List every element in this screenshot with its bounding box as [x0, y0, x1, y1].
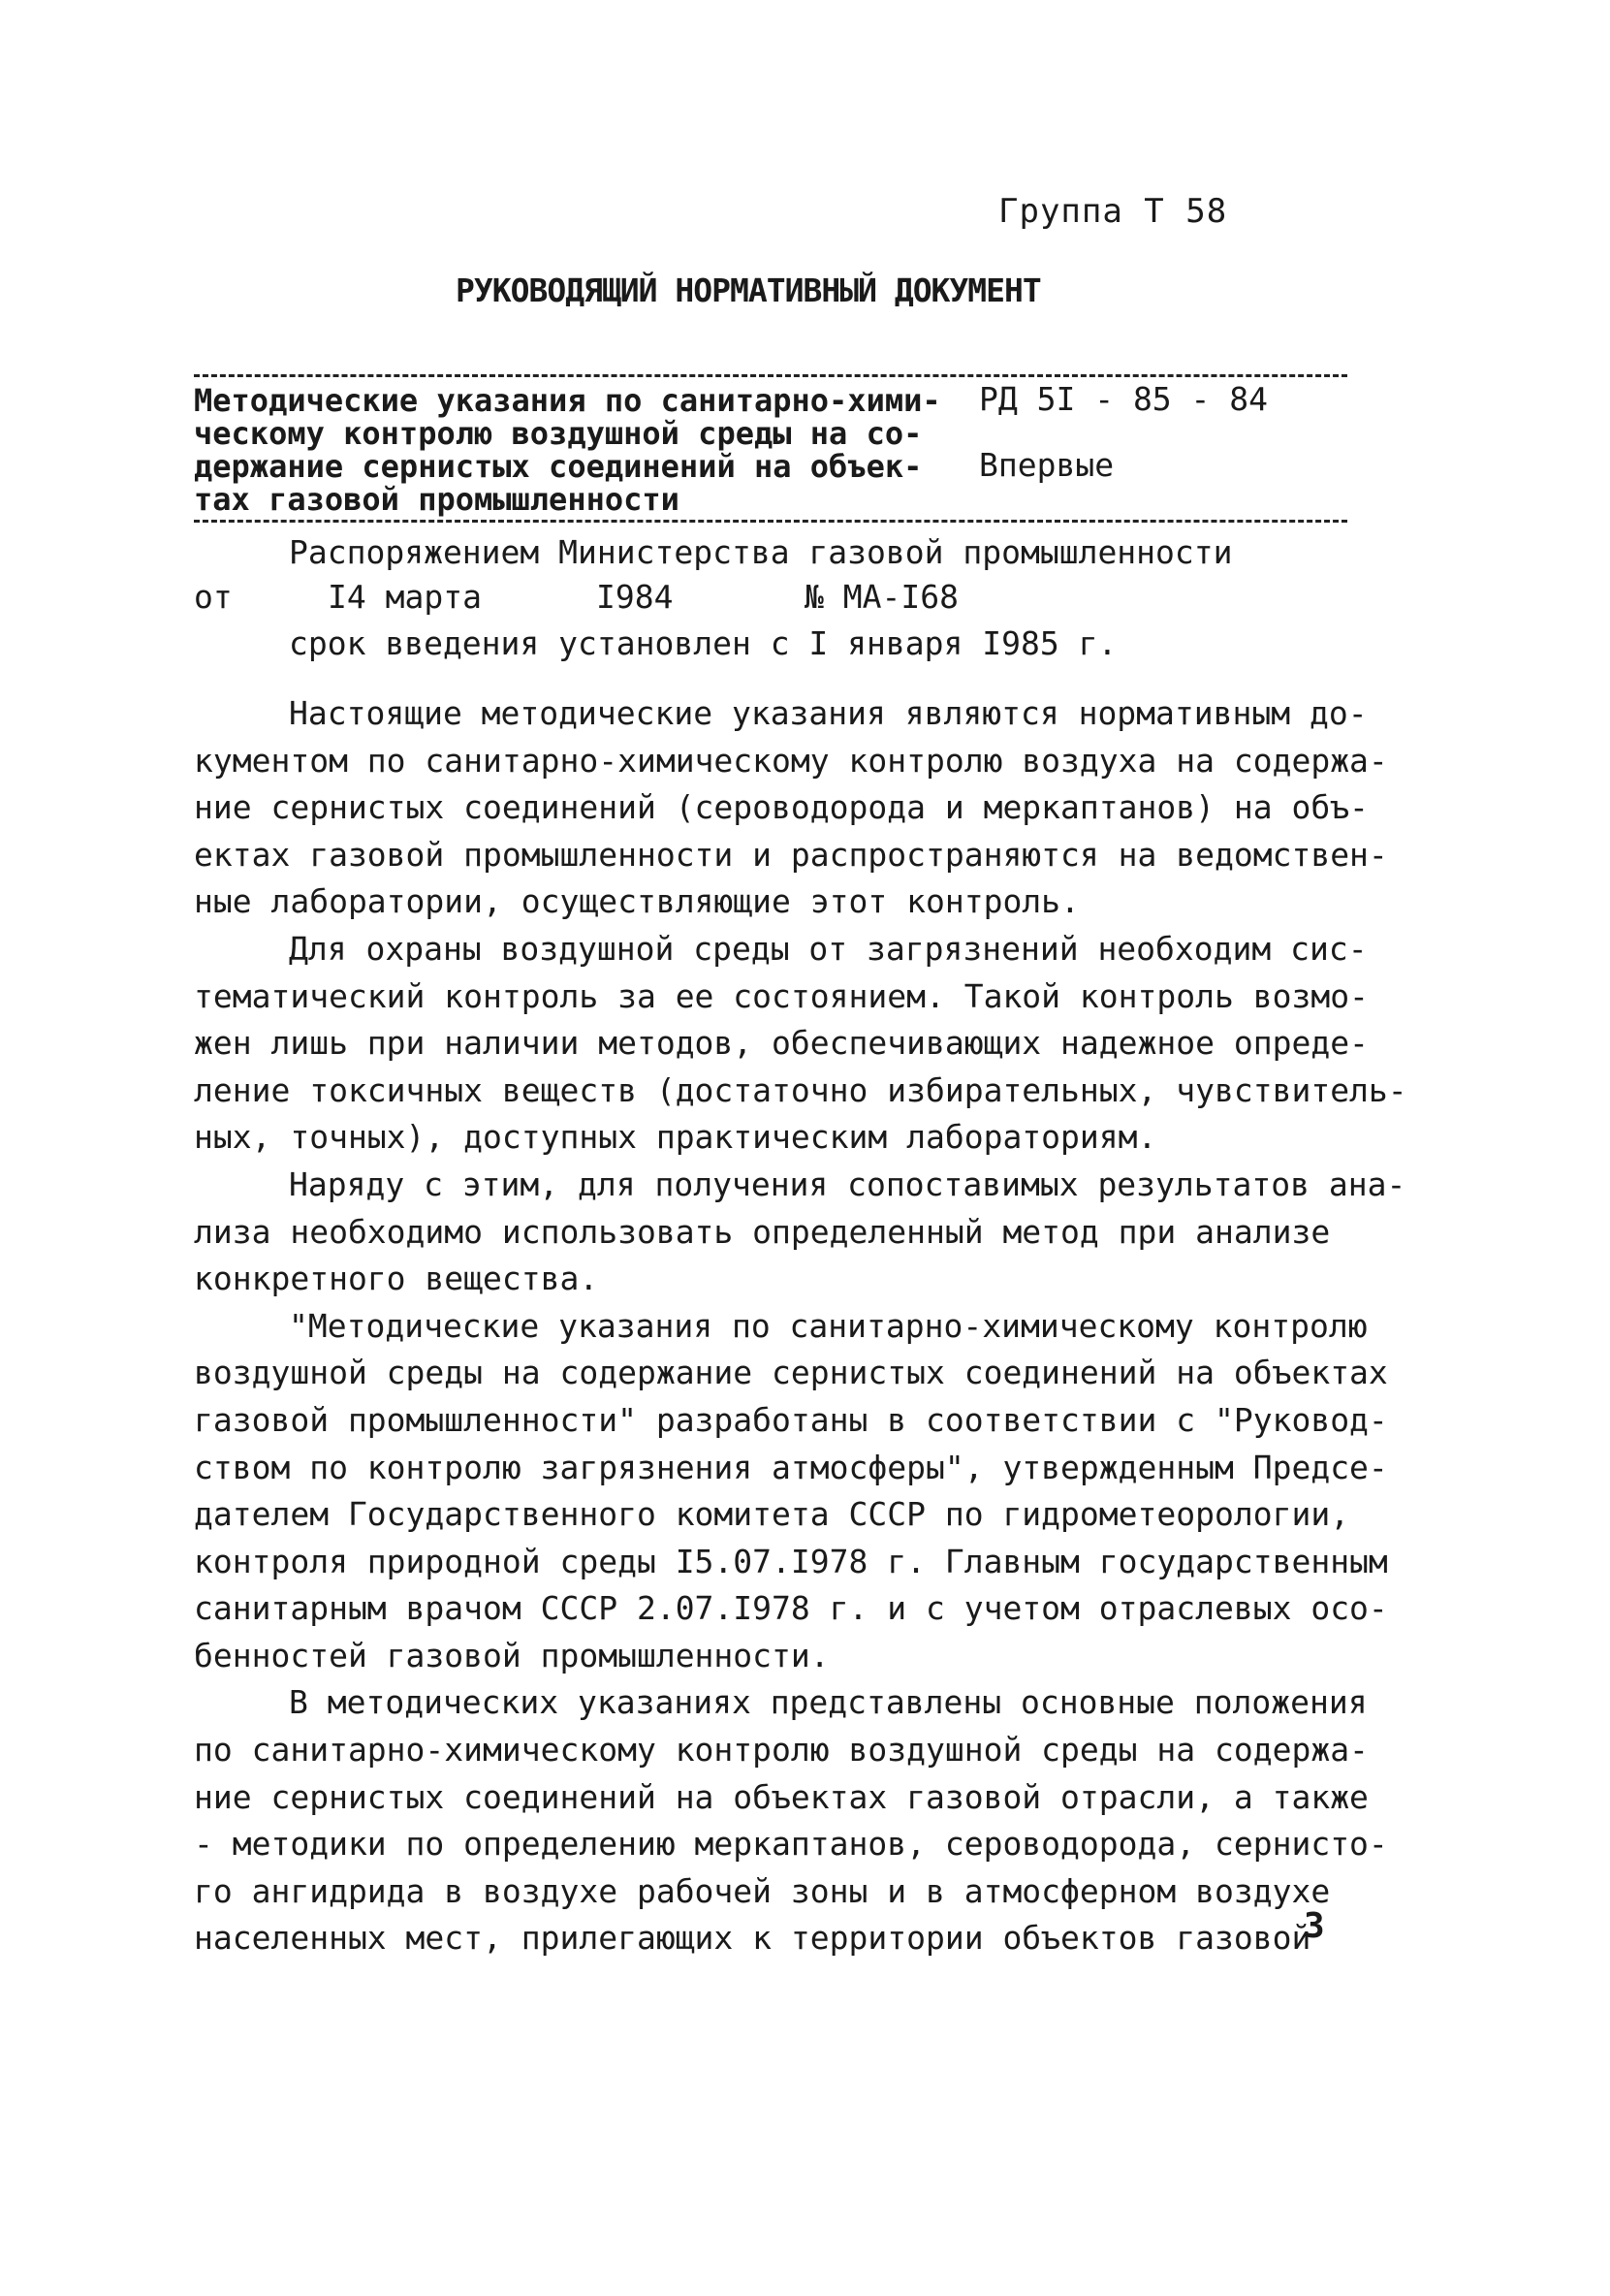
order-authority: Распоряжением Министерства газовой промышленности: [289, 533, 1233, 571]
document-code: РД 5I - 85 - 84: [979, 380, 1269, 418]
document-status: Впервые: [979, 446, 1115, 484]
order-from-label: от: [194, 578, 233, 616]
body-line: го ангидрида в воздухе рабочей зоны и в атмосферном воздухе: [194, 1871, 1331, 1910]
document-title-block: [194, 384, 950, 516]
body-line: населенных мест, прилегающих к территории объектов газовой: [194, 1919, 1311, 1958]
body-text: [194, 690, 1407, 1962]
body-line: ные лаборатории, осуществляющие этот контроль.: [194, 882, 1080, 921]
body-line: ектах газовой промышленности и распространяются на ведомствен-: [194, 835, 1388, 874]
body-line: В методических указаниях представлены основные положения: [289, 1683, 1368, 1722]
dashed-divider-bottom: [194, 520, 1347, 523]
document-type-title: РУКОВОДЯЩИЙ НОРМАТИВНЫЙ ДОКУМЕНТ: [456, 271, 1041, 309]
document-title-line: Методические указания по санитарно-хими-: [194, 382, 941, 419]
effective-date: срок введения установлен с I января I985 г.: [289, 624, 1118, 662]
body-line: ством по контролю загрязнения атмосферы", утвержденным Предсе-: [194, 1448, 1388, 1486]
order-year: I984: [596, 578, 674, 616]
document-title-line: держание сернистых соединений на объек-: [194, 448, 923, 485]
body-line: тематический контроль за ее состоянием. Такой контроль возмо-: [194, 976, 1369, 1015]
order-number: № МА-I68: [805, 578, 959, 616]
body-line: дателем Государственного комитета СССР по гидрометеорологии,: [194, 1495, 1350, 1534]
body-line: ние сернистых соединений (сероводорода и меркаптанов) на объ-: [194, 788, 1369, 827]
body-line: бенностей газовой промышленности.: [194, 1636, 830, 1674]
body-line: Настоящие методические указания являются нормативным до-: [289, 694, 1368, 732]
body-line: газовой промышленности" разработаны в соответствии с "Руковод-: [194, 1400, 1388, 1439]
body-line: ление токсичных веществ (достаточно избирательных, чувствитель-: [194, 1070, 1407, 1109]
body-line: воздушной среды на содержание сернистых соединений на объектах: [194, 1354, 1388, 1392]
document-title-line: ческому контролю воздушной среды на со-: [194, 415, 923, 452]
body-line: по санитарно-химическому контролю воздушной среды на содержа-: [194, 1731, 1369, 1770]
body-line: - методики по определению меркаптанов, сероводорода, сернисто-: [194, 1825, 1388, 1864]
body-line: "Методические указания по санитарно-химическому контролю: [289, 1306, 1368, 1345]
body-line: Наряду с этим, для получения сопоставимых результатов ана-: [289, 1164, 1406, 1203]
body-line: конкретного вещества.: [194, 1260, 599, 1298]
body-line: ние сернистых соединений на объектах газовой отрасли, а также: [194, 1777, 1369, 1816]
body-line: кументом по санитарно-химическому контролю воздуха на содержа-: [194, 741, 1388, 780]
body-line: жен лишь при наличии методов, обеспечивающих надежное опреде-: [194, 1024, 1369, 1063]
document-title-line: тах газовой промышленности: [194, 481, 679, 518]
body-line: Для охраны воздушной среды от загрязнений необходим сис-: [289, 929, 1368, 968]
page-number: 3: [1304, 1906, 1325, 1946]
group-label: Группа Т 58: [998, 192, 1228, 231]
order-date: I4 марта: [328, 578, 482, 616]
body-line: санитарным врачом СССР 2.07.I978 г. и с учетом отраслевых осо-: [194, 1589, 1388, 1628]
body-line: контроля природной среды I5.07.I978 г. Главным государственным: [194, 1542, 1388, 1580]
body-line: лиза необходимо использовать определенный метод при анализе: [194, 1212, 1331, 1251]
dashed-divider-top: [194, 374, 1347, 377]
body-line: ных, точных), доступных практическим лабораториям.: [194, 1118, 1157, 1157]
